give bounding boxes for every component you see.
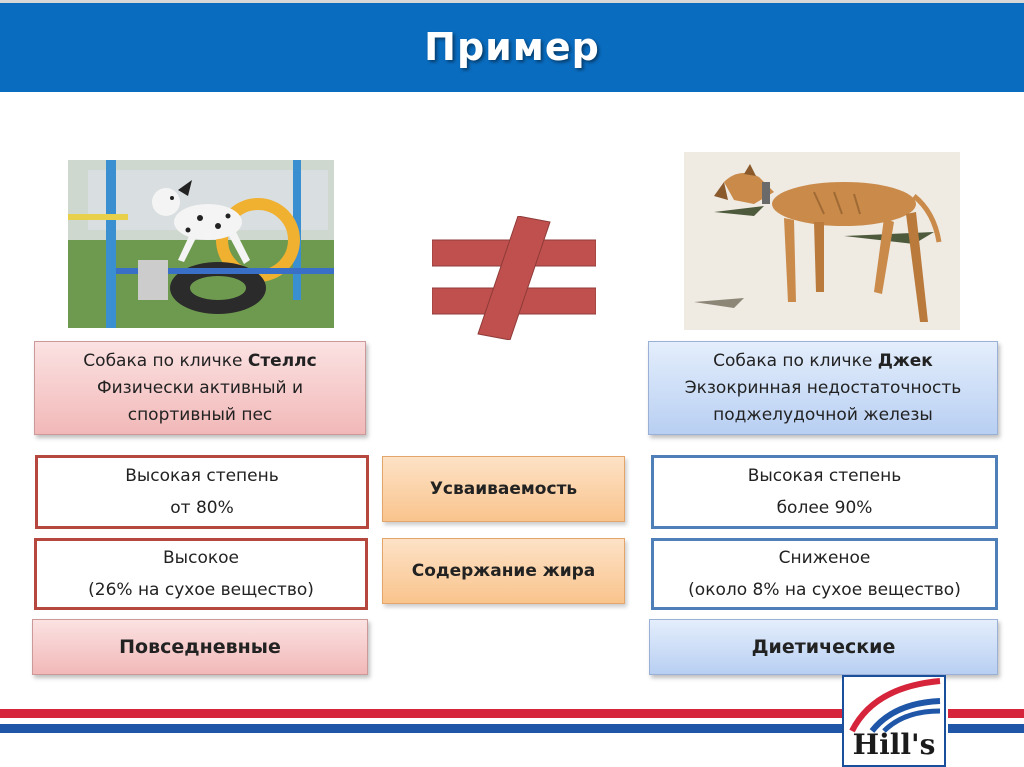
right-digestibility-box [651, 455, 998, 529]
stells-desc-line2: Физически активный и [96, 377, 304, 398]
stells-description-box [34, 341, 366, 435]
stells-desc-line3: спортивный пес [127, 404, 273, 425]
blue-stripe-right [948, 724, 1024, 733]
fat-content-label [382, 538, 625, 604]
everyday-category-text: Повседневные [119, 635, 281, 658]
hills-logo-text: Hill's [852, 728, 936, 761]
dog-name-stells: Стеллс [247, 350, 317, 371]
left-fat-line2: (26% на сухое вещество) [88, 580, 314, 600]
slide-header [0, 0, 1024, 92]
slide-title: Пример [424, 25, 600, 69]
dog-name-prefix: Собака по кличке [713, 350, 878, 371]
digestibility-label [382, 456, 625, 522]
right-fat-line1: Сниженое [778, 548, 871, 568]
dog-name-jack: Джек [877, 350, 933, 371]
left-digestibility-box [35, 455, 369, 529]
dietary-category-text: Диетические [751, 635, 896, 658]
right-fat-line2: (около 8% на сухое вещество) [688, 580, 961, 600]
right-digest-line2: более 90% [776, 498, 873, 518]
dog-name-prefix: Собака по кличке [83, 350, 248, 371]
jack-desc-line3: поджелудочной железы [713, 404, 933, 425]
not-equal-icon [432, 216, 596, 340]
dalmatian-illustration [68, 160, 334, 328]
blue-stripe [0, 724, 844, 733]
left-digest-line2: от 80% [170, 498, 234, 518]
left-digest-line1: Высокая степень [125, 466, 279, 486]
jack-name-line [713, 348, 933, 375]
fat-content-label-text: Содержание жира [411, 560, 596, 581]
stells-name-line [83, 348, 316, 375]
red-stripe-right [948, 709, 1024, 718]
dalmatian-photo [68, 160, 334, 328]
everyday-category-label [32, 619, 368, 675]
thin-dog-illustration [684, 152, 960, 330]
red-stripe [0, 709, 844, 718]
right-digest-line1: Высокая степень [747, 466, 902, 486]
hills-logo-emblem [844, 677, 944, 733]
jack-description-box [648, 341, 998, 435]
dietary-category-label [649, 619, 998, 675]
thin-dog-photo [684, 152, 960, 330]
left-fat-box [34, 538, 368, 610]
digestibility-label-text: Усваиваемость [429, 478, 578, 499]
left-fat-line1: Высокое [163, 548, 239, 568]
jack-desc-line2: Экзокринная недостаточность [684, 377, 962, 398]
right-fat-box [651, 538, 998, 610]
hills-logo [842, 675, 946, 767]
